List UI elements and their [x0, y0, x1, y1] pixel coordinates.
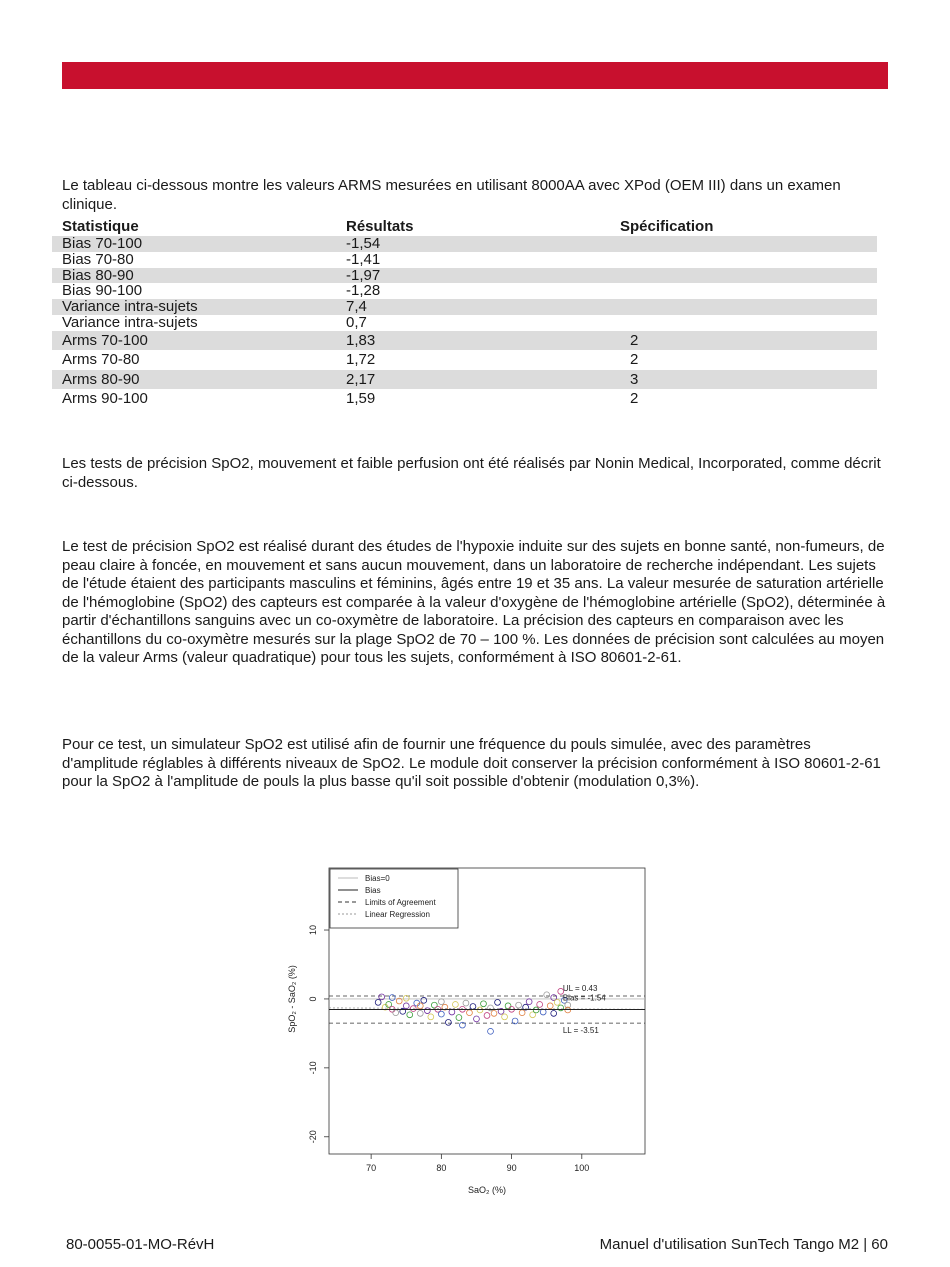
table-header-row	[52, 218, 877, 236]
table-row	[52, 252, 877, 268]
cell-result: -1,97	[336, 268, 610, 284]
cell-statistic: Arms 80-90	[52, 370, 336, 390]
table-row	[52, 268, 877, 284]
table-row	[52, 370, 877, 390]
cell-specification: 2	[630, 351, 639, 369]
cell-specification: 3	[610, 370, 877, 390]
x-tick-label: 70	[366, 1163, 377, 1173]
legend-entry-label: Linear Regression	[365, 910, 430, 919]
column-header-specification: Spécification	[620, 218, 714, 235]
cell-specification: 2	[630, 390, 639, 408]
lower-limit-annotation: LL = -3.51	[562, 1026, 599, 1036]
method-paragraph: Le test de précision SpO2 est réalisé durant des études de l'hypoxie induite sur des sujets en bonne santé, non-fumeurs, de peau claire à foncée, en mouvement et sans aucun mouvement, dans un laboratoire de recherche indépendant. Les sujets de l'étude étaient des participants masculins et féminins, âgés entre 19 et 35 ans. La valeur mesurée de saturation artérielle de l'hémoglobine (SpO2) des capteurs est comparée à la valeur d'oxygène de l'hémoglobine artérielle (SpO2), déterminée à partir d'échantillons sanguins avec un co-oxymètre de laboratoire. La précision des capteurs en comparaison avec les échantillons du co-oxymètre mesurés sur la plage SpO2 de 70 – 100 %. Les données de précision sont calculées au moyen de la valeur Arms (valeur quadratique) pour tous les sujets, conformément à ISO 80601-2-61.	[62, 538, 886, 666]
table-row	[52, 389, 877, 409]
cell-specification	[610, 299, 877, 315]
x-tick-label: 100	[574, 1163, 590, 1173]
arms-results-table	[52, 218, 877, 409]
cell-statistic: Variance intra-sujets	[52, 299, 336, 315]
cell-result: 1,83	[336, 331, 610, 351]
bland-altman-chart	[280, 858, 660, 1208]
y-tick-label: 10	[308, 925, 318, 936]
legend-entry-label: Bias=0	[365, 874, 390, 883]
bias-annotation: Bias = -1.54	[562, 993, 606, 1003]
table-row	[52, 283, 877, 299]
cell-result: -1,54	[336, 236, 610, 252]
x-tick-label: 90	[506, 1163, 517, 1173]
table-row	[52, 331, 877, 351]
cell-result: 1,59	[346, 390, 376, 408]
legend-entry-label: Limits of Agreement	[365, 898, 436, 907]
y-tick-label: -10	[308, 1061, 318, 1075]
table-row	[52, 236, 877, 252]
cell-specification	[610, 315, 877, 331]
cell-result: -1,28	[346, 282, 381, 300]
cell-statistic: Bias 90-100	[62, 282, 143, 300]
footer-document-id: 80-0055-01-MO-RévH	[66, 1236, 215, 1253]
cell-statistic: Bias 70-100	[52, 236, 336, 252]
table-row	[52, 299, 877, 315]
footer-manual-page: Manuel d'utilisation SunTech Tango M2 | 60	[599, 1236, 888, 1253]
chart-svg	[280, 858, 660, 1208]
cell-result: 2,17	[336, 370, 610, 390]
upper-limit-annotation: UL = 0.43	[562, 983, 598, 993]
table-row	[52, 315, 877, 331]
cell-specification: 2	[610, 331, 877, 351]
cell-statistic: Arms 90-100	[62, 390, 148, 408]
cell-statistic: Arms 70-80	[62, 351, 140, 369]
cell-result: 1,72	[346, 351, 376, 369]
x-tick-label: 80	[436, 1163, 447, 1173]
cell-statistic: Bias 70-80	[62, 250, 134, 268]
cell-specification	[610, 283, 877, 299]
cell-specification	[610, 268, 877, 284]
legend-entry-label: Bias	[365, 886, 381, 895]
cell-statistic: Arms 70-100	[52, 331, 336, 351]
simulator-paragraph: Pour ce test, un simulateur SpO2 est utilisé afin de fournir une fréquence du pouls simulée, avec des paramètres d'amplitude réglables à différents niveaux de SpO2. Le module doit conserver la précision conformément à ISO 80601-2-61 pour la SpO2 à l'amplitude de pouls la plus basse qu'il soit possible d'obtenir (modulation 0,3%).	[62, 736, 881, 790]
y-tick-label: 0	[308, 996, 318, 1002]
cell-result: 7,4	[336, 299, 610, 315]
cell-result: 0,7	[346, 313, 367, 331]
y-tick-label: -20	[308, 1130, 318, 1144]
table-row	[52, 350, 877, 370]
nonin-paragraph: Les tests de précision SpO2, mouvement et faible perfusion ont été réalisés par Nonin Medical, Incorporated, comme décrit ci-dessous.	[62, 455, 881, 491]
column-header-statistique: Statistique	[62, 218, 139, 235]
cell-result: -1,41	[346, 250, 381, 268]
y-axis-label: SpO₂ - SaO₂ (%)	[287, 965, 297, 1033]
intro-paragraph: Le tableau ci-dessous montre les valeurs ARMS mesurées en utilisant 8000AA avec XPod (OEM III) dans un examen clinique.	[62, 177, 841, 213]
cell-statistic: Bias 80-90	[52, 268, 336, 284]
cell-statistic: Variance intra-sujets	[62, 313, 198, 331]
x-axis-label: SaO₂ (%)	[468, 1185, 506, 1195]
header-red-bar	[62, 62, 888, 89]
cell-specification	[610, 252, 877, 268]
cell-specification	[610, 236, 877, 252]
column-header-resultats: Résultats	[346, 218, 414, 235]
